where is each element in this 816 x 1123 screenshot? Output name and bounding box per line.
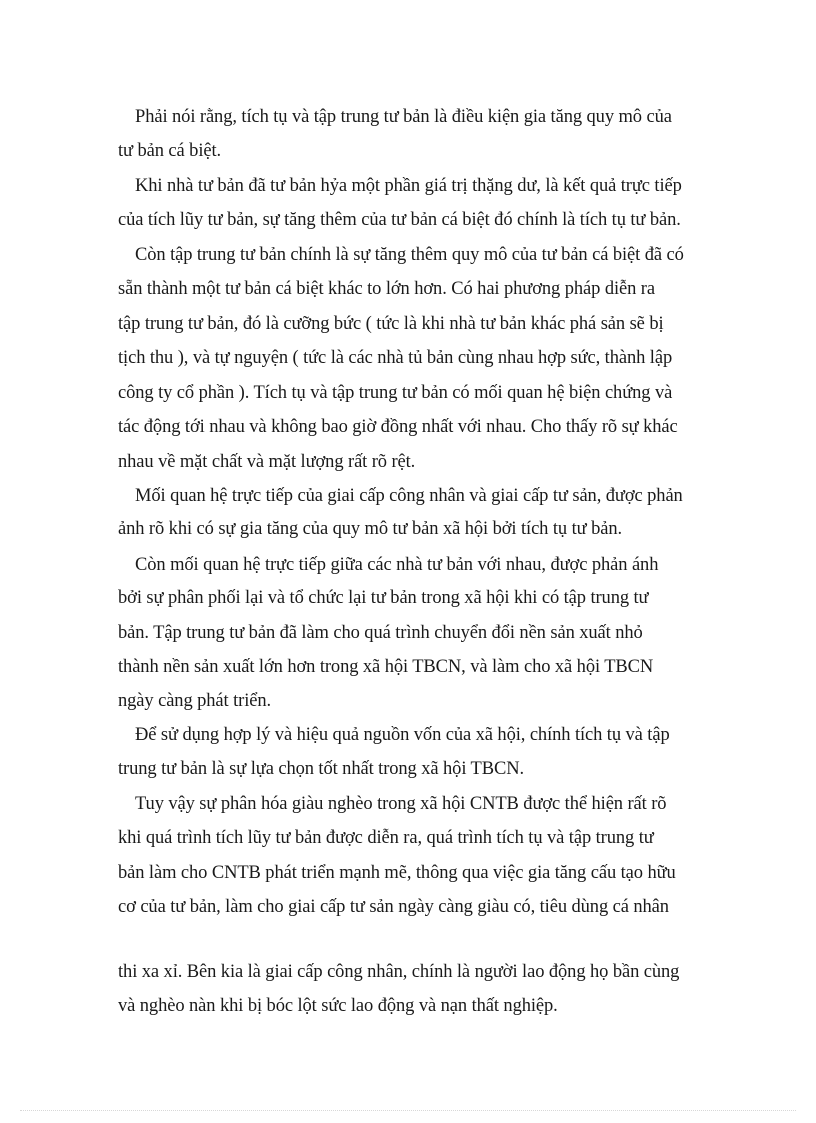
text-line: thi xa xỉ. Bên kia là giai cấp công nhân, chính là người lao động họ bần cùng (118, 962, 680, 982)
text-line: cơ của tư bản, làm cho giai cấp tư sản ngày càng giàu có, tiêu dùng cá nhân (118, 897, 669, 917)
text-line: bản làm cho CNTB phát triển mạnh mẽ, thông qua việc gia tăng cấu tạo hữu (118, 863, 676, 883)
text-line: ngày càng phát triển. (118, 691, 272, 711)
text-line: Khi nhà tư bản đã tư bản hỷa một phần giá trị thặng dư, là kết quả trực tiếp (135, 176, 682, 196)
text-line: Còn tập trung tư bản chính là sự tăng thêm quy mô của tư bản cá biệt đã có (135, 245, 684, 265)
text-line: Còn mối quan hệ trực tiếp giữa các nhà tư bản với nhau, được phản ánh (135, 555, 659, 575)
text-line: tư bản cá biệt. (118, 141, 222, 161)
page-bottom-divider (20, 1110, 796, 1111)
text-line: thành nền sản xuất lớn hơn trong xã hội TBCN, và làm cho xã hội TBCN (118, 657, 654, 677)
text-line: nhau về mặt chất và mặt lượng rất rõ rệt. (118, 452, 416, 472)
text-line: tác động tới nhau và không bao giờ đồng nhất với nhau. Cho thấy rõ sự khác (118, 417, 678, 437)
text-line: ảnh rõ khi có sự gia tăng của quy mô tư bản xã hội bởi tích tụ tư bản. (118, 519, 622, 539)
text-line: tịch thu ), và tự nguyện ( tức là các nhà tủ bản cùng nhau hợp sức, thành lập (118, 348, 673, 368)
text-line: Phải nói rằng, tích tụ và tập trung tư bản là điều kiện gia tăng quy mô của (135, 107, 672, 127)
text-line: của tích lũy tư bản, sự tăng thêm của tư bản cá biệt đó chính là tích tụ tư bản. (118, 210, 681, 230)
text-line: bản. Tập trung tư bản đã làm cho quá trình chuyển đổi nền sản xuất nhỏ (118, 623, 643, 643)
text-line: bởi sự phân phối lại và tổ chức lại tư bản trong xã hội khi có tập trung tư (118, 588, 649, 608)
text-line: sẵn thành một tư bản cá biệt khác to lớn hơn. Có hai phương pháp diễn ra (118, 279, 655, 299)
text-line: Mối quan hệ trực tiếp của giai cấp công nhân và giai cấp tư sản, được phản (135, 486, 683, 506)
text-line: tập trung tư bản, đó là cưỡng bức ( tức là khi nhà tư bản khác phá sản sẽ bị (118, 314, 664, 334)
text-line: Để sử dụng hợp lý và hiệu quả nguồn vốn của xã hội, chính tích tụ và tập (135, 725, 670, 745)
text-line: Tuy vậy sự phân hóa giàu nghèo trong xã hội CNTB được thể hiện rất rõ (135, 794, 667, 814)
text-line: công ty cổ phần ). Tích tụ và tập trung tư bản có mối quan hệ biện chứng và (118, 383, 673, 403)
text-line: khi quá trình tích lũy tư bản được diễn ra, quá trình tích tụ và tập trung tư (118, 828, 654, 848)
text-line: trung tư bản là sự lựa chọn tốt nhất trong xã hội TBCN. (118, 759, 525, 779)
text-line: và nghèo nàn khi bị bóc lột sức lao động và nạn thất nghiệp. (118, 996, 558, 1016)
